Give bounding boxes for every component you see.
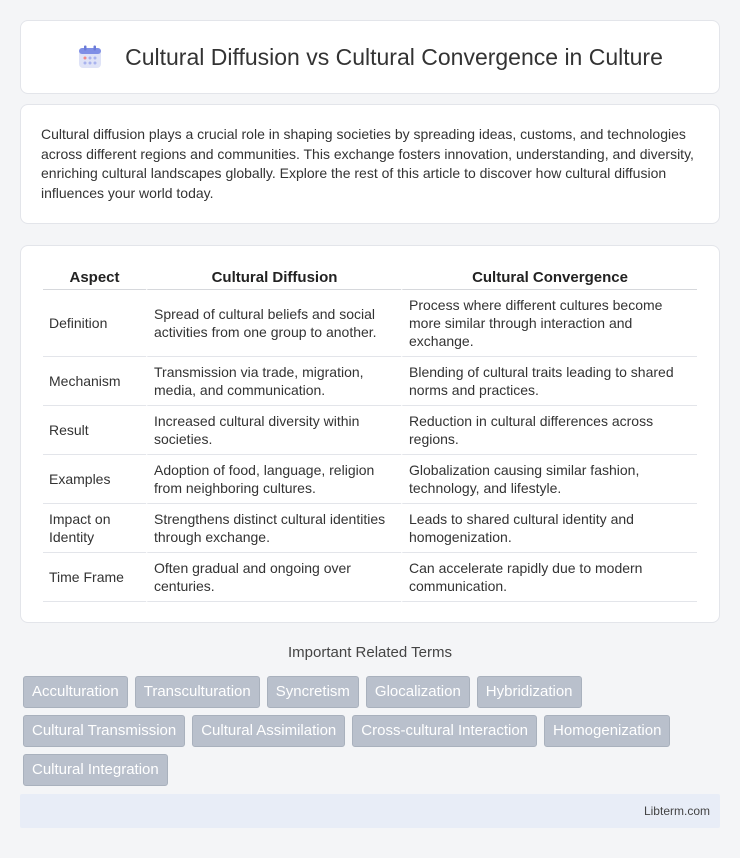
cell-diffusion: Transmission via trade, migration, media, and communication. <box>146 357 401 406</box>
table-row <box>43 406 697 455</box>
header-cultural-convergence: Cultural Convergence <box>401 266 697 290</box>
header-card <box>20 20 720 94</box>
cell-diffusion: Strengthens distinct cultural identities through exchange. <box>146 504 401 553</box>
table-header-row <box>43 266 697 290</box>
intro-card <box>20 104 720 224</box>
cell-aspect: Impact on Identity <box>43 504 146 553</box>
tag-hybridization[interactable]: Hybridization <box>477 676 582 708</box>
calendar-icon <box>77 44 103 70</box>
cell-convergence: Blending of cultural traits leading to shared norms and practices. <box>401 357 697 406</box>
table-row <box>43 290 697 357</box>
tag-acculturation[interactable]: Acculturation <box>23 676 128 708</box>
footer <box>20 794 720 828</box>
table-row <box>43 455 697 504</box>
cell-aspect: Time Frame <box>43 553 146 602</box>
cell-convergence: Can accelerate rapidly due to modern communication. <box>401 553 697 602</box>
tag-cultural-integration[interactable]: Cultural Integration <box>23 754 168 786</box>
related-terms-title: Important Related Terms <box>288 644 452 661</box>
cell-convergence: Reduction in cultural differences across regions. <box>401 406 697 455</box>
tag-homogenization[interactable]: Homogenization <box>544 715 670 747</box>
cell-aspect: Definition <box>43 290 146 357</box>
table-row <box>43 553 697 602</box>
cell-aspect: Result <box>43 406 146 455</box>
comparison-card <box>20 245 720 623</box>
table-row <box>43 504 697 553</box>
header-aspect: Aspect <box>43 266 146 290</box>
tag-cultural-assimilation[interactable]: Cultural Assimilation <box>192 715 345 747</box>
cell-convergence: Process where different cultures become more similar through interaction and exchange. <box>401 290 697 357</box>
header-cultural-diffusion: Cultural Diffusion <box>146 266 401 290</box>
cell-aspect: Mechanism <box>43 357 146 406</box>
tag-cultural-transmission[interactable]: Cultural Transmission <box>23 715 185 747</box>
related-terms-list <box>23 676 723 786</box>
cell-diffusion: Increased cultural diversity within societies. <box>146 406 401 455</box>
footer-site-link[interactable]: Libterm.com <box>643 804 710 818</box>
cell-diffusion: Spread of cultural beliefs and social activities from one group to another. <box>146 290 401 357</box>
table-row <box>43 357 697 406</box>
tag-glocalization[interactable]: Glocalization <box>366 676 470 708</box>
tag-transculturation[interactable]: Transculturation <box>135 676 260 708</box>
page-title: Cultural Diffusion vs Cultural Convergence in Culture <box>125 43 663 70</box>
tag-syncretism[interactable]: Syncretism <box>267 676 359 708</box>
cell-convergence: Globalization causing similar fashion, technology, and lifestyle. <box>401 455 697 504</box>
cell-aspect: Examples <box>43 455 146 504</box>
comparison-table <box>43 266 697 602</box>
intro-text: Cultural diffusion plays a crucial role in shaping societies by spreading ideas, customs, and technologies across different regions and communities. This exchange fosters innovation, understanding, and diversity, enriching cultural landscapes globally. Explore the rest of this article to discover how cultural diffusion influences your world today. <box>41 126 694 201</box>
cell-diffusion: Adoption of food, language, religion from neighboring cultures. <box>146 455 401 504</box>
cell-convergence: Leads to shared cultural identity and homogenization. <box>401 504 697 553</box>
tag-cross-cultural-interaction[interactable]: Cross-cultural Interaction <box>352 715 537 747</box>
cell-diffusion: Often gradual and ongoing over centuries. <box>146 553 401 602</box>
